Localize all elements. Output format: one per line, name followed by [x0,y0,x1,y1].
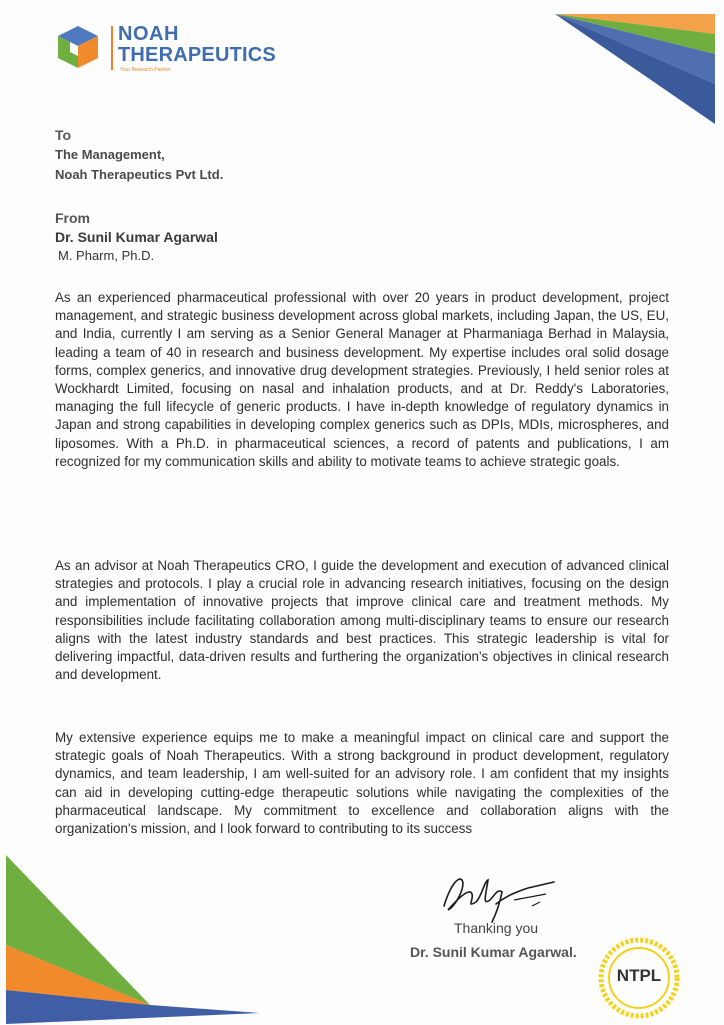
sender-block [55,210,218,263]
to-label: To [55,127,72,143]
logo-tagline: Your Research Partner [120,67,171,73]
logo-separator [111,26,113,70]
handwritten-signature [436,866,556,926]
cube-logo-icon [54,22,102,72]
corner-decoration-bottom [0,855,270,1024]
signatory-name: Dr. Sunil Kumar Agarwal. [410,944,577,960]
body-paragraph-2: As an advisor at Noah Therapeutics CRO, I guide the development and execution of advanced clinical strategies and protocols. I play a crucial role in advancing research initiatives, focusing on the design and implementation of innovative projects that improve clinical care and treatment methods. My responsibilities include facilitating collaboration among multi-disciplinary teams to ensure our research aligns with the latest industry standards and best practices. This strategic leadership is vital for delivering impactful, data-driven results and furthering the organization's objectives in clinical research and development. [55,558,669,683]
recipient-block [55,127,223,185]
seal-text: NTPL [616,966,662,985]
logo-name-line1: NOAH [118,23,179,45]
closing-thanks: Thanking you [454,920,539,936]
body-paragraph-3: My extensive experience equips me to make a meaningful impact on clinical care and support the strategic goals of Noah Therapeutics. With a strong background in product development, regulatory dynamics, and team leadership, I am well-suited for an advisory role. I am confident that my insights can aid in developing cutting-edge therapeutic solutions while navigating the complexities of the pharmaceutical landscape. My commitment to excellence and collaboration aligns with the organization's mission, and I look forward to contributing to its success [55,730,669,837]
body-paragraph-1: As an experienced pharmaceutical professional with over 20 years in product development, project management, and strategic business development across global markets, including Japan, the US, EU, and India, currently I am serving as a Senior General Manager at Pharmaniaga Berhad in Malaysia, leading a team of 40 in research and business development. My expertise includes oral solid dosage forms, complex generics, and innovative drug development strategies. Previously, I held senior roles at Wockhardt Limited, focusing on nasal and inhalation products, and at Dr. Reddy's Laboratories, managing the full lifecycle of generic products. I have in-depth knowledge of regulatory dynamics in Japan and strong capabilities in developing complex generics such as DPIs, MDIs, microspheres, and liposomes. With a Ph.D. in pharmaceutical sciences, a record of patents and publications, I am recognized for my communication skills and ability to motivate teams to achieve strategic goals. [55,290,669,469]
sender-name: Dr. Sunil Kumar Agarwal [55,229,218,245]
from-label: From [55,210,90,226]
company-seal [594,936,684,1020]
recipient-line2: Noah Therapeutics Pvt Ltd. [55,167,224,182]
sender-degree: M. Pharm, Ph.D. [58,248,155,263]
logo-name-line2: THERAPEUTICS [118,44,276,66]
corner-decoration-top [555,14,715,126]
company-logo [54,22,274,74]
recipient-line1: The Management, [55,147,165,162]
